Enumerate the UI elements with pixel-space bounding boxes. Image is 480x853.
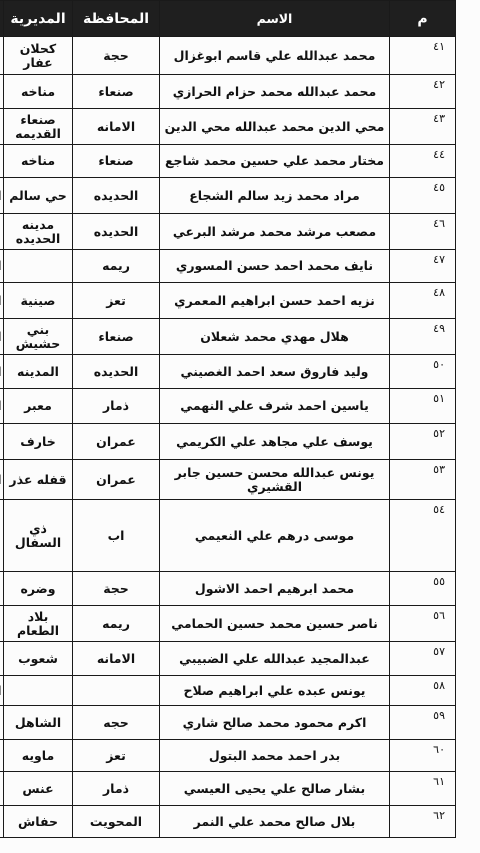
row-governorate-cell: الامانه (73, 109, 160, 145)
table-body (0, 37, 456, 838)
row-number-cell: ٤٧ (390, 250, 456, 283)
row-number-cell: ٦١ (390, 772, 456, 806)
row-governorate-cell: صنعاء (73, 319, 160, 355)
row-governorate-cell: عمران (73, 460, 160, 500)
table-row (0, 740, 456, 772)
table-row (0, 214, 456, 250)
row-number-cell: ٥٤ (390, 500, 456, 572)
row-name-cell: محي الدين محمد عبدالله محي الدين (160, 109, 390, 145)
row-governorate-cell: حجه (73, 706, 160, 740)
row-number-cell: ٥٧ (390, 642, 456, 676)
table-row (0, 572, 456, 606)
row-number-cell: ٥٠ (390, 355, 456, 389)
table-row (0, 109, 456, 145)
row-directorate-cell: حي سالم (4, 178, 73, 214)
row-directorate-cell: ذي السفال (4, 500, 73, 572)
row-governorate-cell: اب (73, 500, 160, 572)
row-directorate-cell: خارف (4, 424, 73, 460)
row-name-cell: وليد فاروق سعد احمد الغصيني (160, 355, 390, 389)
row-name-cell: بلال صالح محمد علي النمر (160, 806, 390, 838)
row-governorate-cell: حجة (73, 37, 160, 75)
row-directorate-cell: معبر (4, 389, 73, 424)
table-header-row (0, 1, 456, 37)
table-row (0, 319, 456, 355)
row-name-cell: نايف محمد احمد حسن المسوري (160, 250, 390, 283)
row-number-cell: ٥٢ (390, 424, 456, 460)
row-governorate-cell: المحويت (73, 806, 160, 838)
row-number-cell: ٤٣ (390, 109, 456, 145)
row-number-cell: ٤٥ (390, 178, 456, 214)
row-governorate-cell: الحديده (73, 178, 160, 214)
row-number-cell: ٥٣ (390, 460, 456, 500)
row-name-cell: مصعب مرشد محمد مرشد البرعي (160, 214, 390, 250)
row-directorate-cell: صنعاء القديمه (4, 109, 73, 145)
table-row (0, 424, 456, 460)
row-directorate-cell: شعوب (4, 642, 73, 676)
row-governorate-cell: ريمه (73, 250, 160, 283)
header-name: الاسم (160, 1, 390, 37)
row-number-cell: ٥٦ (390, 606, 456, 642)
row-directorate-cell (4, 250, 73, 283)
row-name-cell: محمد عبدالله محمد حزام الحرازي (160, 75, 390, 109)
row-name-cell: بدر احمد محمد البتول (160, 740, 390, 772)
row-governorate-cell: عمران (73, 424, 160, 460)
row-name-cell: اكرم محمود محمد صالح شاري (160, 706, 390, 740)
row-name-cell: محمد ابرهيم احمد الاشول (160, 572, 390, 606)
row-name-cell: نزيه احمد حسن ابراهيم المعمري (160, 283, 390, 319)
row-governorate-cell: ذمار (73, 389, 160, 424)
table-row (0, 676, 456, 706)
row-directorate-cell: حفاش (4, 806, 73, 838)
row-number-cell: ٤٤ (390, 145, 456, 178)
row-number-cell: ٤٩ (390, 319, 456, 355)
row-name-cell: يونس عبدالله محسن حسين جابر القشيري (160, 460, 390, 500)
row-directorate-cell: بني حشيش (4, 319, 73, 355)
row-name-cell: يوسف علي مجاهد علي الكريمي (160, 424, 390, 460)
row-directorate-cell: مناخه (4, 75, 73, 109)
row-governorate-cell: تعز (73, 283, 160, 319)
row-directorate-cell (4, 676, 73, 706)
row-directorate-cell: مناخه (4, 145, 73, 178)
row-directorate-cell: الشاهل (4, 706, 73, 740)
table-row (0, 37, 456, 75)
row-governorate-cell: الامانه (73, 642, 160, 676)
row-number-cell: ٦٠ (390, 740, 456, 772)
row-directorate-cell: ماويه (4, 740, 73, 772)
row-governorate-cell: الحديده (73, 214, 160, 250)
row-governorate-cell: تعز (73, 740, 160, 772)
row-directorate-cell: صينية (4, 283, 73, 319)
row-name-cell: مختار محمد علي حسين محمد شاجع (160, 145, 390, 178)
table-row (0, 355, 456, 389)
header-governorate: المحافظة (73, 1, 160, 37)
row-number-cell: ٤٨ (390, 283, 456, 319)
row-directorate-cell: مدينه الحديده (4, 214, 73, 250)
table-row (0, 606, 456, 642)
table-row (0, 75, 456, 109)
row-governorate-cell: ريمه (73, 606, 160, 642)
row-number-cell: ٥٨ (390, 676, 456, 706)
row-name-cell: بشار صالح علي يحيى العيسي (160, 772, 390, 806)
row-number-cell: ٦٢ (390, 806, 456, 838)
table-row (0, 642, 456, 676)
header-directorate: المديرية (4, 1, 73, 37)
header-number: م (390, 1, 456, 37)
row-number-cell: ٥١ (390, 389, 456, 424)
row-name-cell: يونس عبده علي ابراهيم صلاح (160, 676, 390, 706)
row-number-cell: ٤١ (390, 37, 456, 75)
row-directorate-cell: المدينه (4, 355, 73, 389)
row-governorate-cell: صنعاء (73, 75, 160, 109)
row-number-cell: ٥٥ (390, 572, 456, 606)
row-name-cell: موسى درهم علي النعيمي (160, 500, 390, 572)
row-name-cell: هلال مهدي محمد شعلان (160, 319, 390, 355)
table-row (0, 706, 456, 740)
table-row (0, 806, 456, 838)
row-directorate-cell: قفله عذر (4, 460, 73, 500)
row-governorate-cell: صنعاء (73, 145, 160, 178)
table-row (0, 250, 456, 283)
row-name-cell: ناصر حسين محمد حسين الحمامي (160, 606, 390, 642)
row-directorate-cell: بلاد الطعام (4, 606, 73, 642)
table-row (0, 283, 456, 319)
row-name-cell: عبدالمجيد عبدالله علي الضبيبي (160, 642, 390, 676)
table-row (0, 145, 456, 178)
row-directorate-cell: عنس (4, 772, 73, 806)
row-governorate-cell: ذمار (73, 772, 160, 806)
row-name-cell: محمد عبدالله علي قاسم ابوغزال (160, 37, 390, 75)
row-name-cell: ياسين احمد شرف علي النهمي (160, 389, 390, 424)
table-row (0, 500, 456, 572)
table-row (0, 460, 456, 500)
row-governorate-cell: الحديده (73, 355, 160, 389)
row-number-cell: ٤٦ (390, 214, 456, 250)
row-directorate-cell: كحلان عفار (4, 37, 73, 75)
row-governorate-cell: حجة (73, 572, 160, 606)
row-name-cell: مراد محمد زيد سالم الشجاع (160, 178, 390, 214)
row-directorate-cell: وضره (4, 572, 73, 606)
row-number-cell: ٤٢ (390, 75, 456, 109)
table-row (0, 389, 456, 424)
table-row (0, 178, 456, 214)
row-number-cell: ٥٩ (390, 706, 456, 740)
table-row (0, 772, 456, 806)
row-governorate-cell (73, 676, 160, 706)
